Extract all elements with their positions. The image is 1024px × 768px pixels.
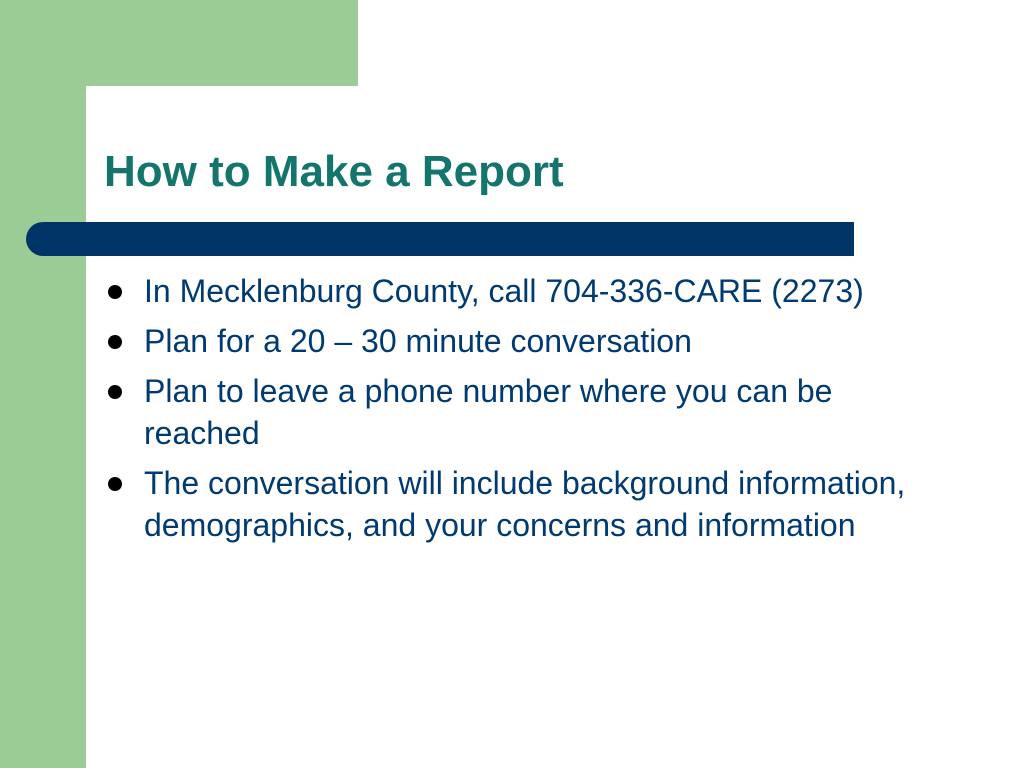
title-underline-bar	[26, 222, 854, 256]
bullet-item-duration	[104, 320, 934, 362]
top-green-block	[0, 0, 358, 86]
slide-title: How to Make a Report	[104, 147, 564, 196]
bullet-list	[104, 270, 934, 554]
bullet-item-conversation-content	[104, 462, 934, 546]
bullet-text: The conversation will include background information, demographics, and your concerns and information	[144, 465, 906, 543]
bullet-item-phone-number	[104, 370, 934, 454]
sidebar-green-strip	[0, 0, 86, 768]
bullet-dot-icon	[108, 385, 122, 399]
bullet-text: In Mecklenburg County, call 704-336-CARE (2273)	[144, 273, 864, 309]
bullet-dot-icon	[108, 335, 122, 349]
bullet-text: Plan to leave a phone number where you can be reached	[144, 373, 833, 451]
bullet-dot-icon	[108, 477, 122, 491]
bullet-item-hotline	[104, 270, 934, 312]
bullet-dot-icon	[108, 285, 122, 299]
bullet-text: Plan for a 20 – 30 minute conversation	[144, 323, 692, 359]
